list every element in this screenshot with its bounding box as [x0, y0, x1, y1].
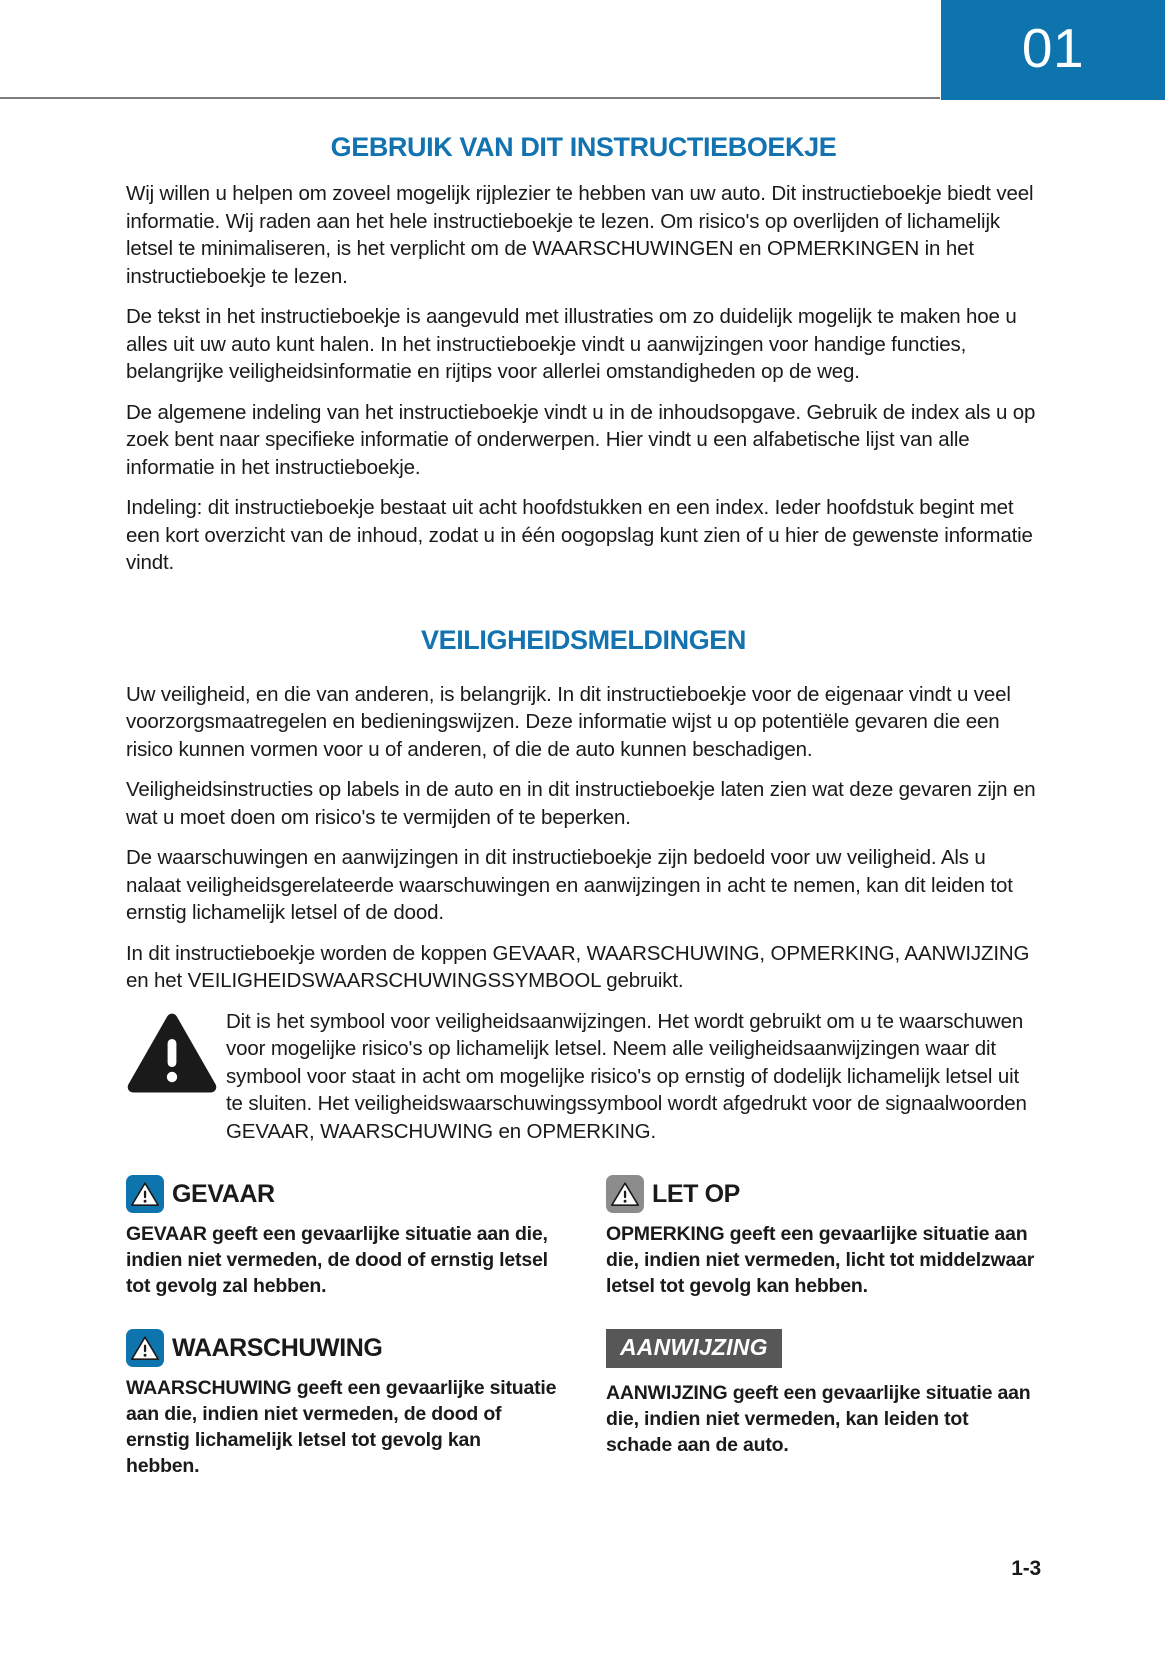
paragraph: Indeling: dit instructieboekje bestaat uit acht hoofdstukken en een index. Ieder hoofdstuk begint met een kort overzicht van de inhoud, zodat u in één oogopslag kunt zien of u hier de gewenste informatie vindt. [126, 496, 1033, 574]
paragraph: De algemene indeling van het instructieboekje vindt u in de inhoudsopgave. Gebruik de index als u op zoek bent naar specifieke informatie of onderwerpen. Hier vindt u een alfabetische lijst van alle informatie in het instructieboekje. [126, 400, 1036, 479]
aanwijzing-tag: AANWIJZING [606, 1329, 782, 1368]
header-divider [0, 97, 940, 99]
chapter-number: 01 [1021, 16, 1085, 79]
notice-columns [126, 1175, 1041, 1479]
notice-column-left [126, 1175, 558, 1479]
section-title-gebruik: GEBRUIK VAN DIT INSTRUCTIEBOEKJE [330, 132, 837, 162]
notice-aanwijzing [606, 1329, 1038, 1458]
chapter-tab [941, 0, 1165, 100]
notice-label: GEVAAR [172, 1179, 275, 1208]
notice-header [606, 1175, 1038, 1213]
warning-triangle-icon [606, 1175, 644, 1213]
notice-column-right [606, 1175, 1038, 1479]
safety-symbol-block [126, 1008, 1041, 1146]
page-header [0, 0, 1165, 100]
notice-body: AANWIJZING geeft een gevaarlijke situatie aan die, indien niet vermeden, kan leiden tot schade aan de auto. [606, 1382, 1031, 1456]
notice-label: LET OP [652, 1179, 740, 1208]
notice-label: WAARSCHUWING [172, 1333, 383, 1362]
warning-triangle-icon [126, 1329, 164, 1367]
notice-body: WAARSCHUWING geeft een gevaarlijke situatie aan die, indien niet vermeden, de dood of ernstig lichamelijk letsel tot gevolg kan hebben. [126, 1377, 557, 1477]
paragraph: Uw veiligheid, en die van anderen, is belangrijk. In dit instructieboekje voor de eigenaar vindt u veel voorzorgsmaatregelen en bedieningswijzen. Deze informatie wijst u op potentiële gevaren die een risico kunnen vormen voor u of anderen, of die de auto kunnen beschadigen. [126, 682, 1011, 761]
notice-body: OPMERKING geeft een gevaarlijke situatie aan die, indien niet vermeden, licht tot middelzwaar letsel tot gevolg kan hebben. [606, 1223, 1035, 1297]
paragraph: De waarschuwingen en aanwijzingen in dit instructieboekje zijn bedoeld voor uw veiligheid. Als u nalaat veiligheidsgerelateerde waarschuwingen en aanwijzingen in acht te nemen, kan dit leiden tot ernstig lichamelijk letsel of de dood. [126, 846, 1013, 924]
paragraph: In dit instructieboekje worden de koppen GEVAAR, WAARSCHUWING, OPMERKING, AANWIJZING en het VEILIGHEIDSWAARSCHUWINGSSYMBOOL gebruikt. [126, 941, 1030, 992]
section-title-veiligheidsmeldingen: VEILIGHEIDSMELDINGEN [420, 624, 747, 655]
paragraph: Veiligheidsinstructies op labels in de auto en in dit instructieboekje laten zien wat deze gevaren zijn en wat u moet doen om risico's te vermijden of te beperken. [126, 778, 1036, 829]
safety-symbol-text: Dit is het symbool voor veiligheidsaanwijzingen. Het wordt gebruikt om u te waarschuwen voor mogelijke risico's op lichamelijk letsel. Neem alle veiligheidsaanwijzingen waar dit symbool voor staat in acht om mogelijke risico's op ernstig of dodelijk lichamelijk letsel uit te sluiten. Het veiligheidswaarschuwingssymbool wordt afgedrukt voor de signaalwoorden GEVAAR, WAARSCHUWING en OPMERKING. [226, 1009, 1027, 1143]
notice-waarschuwing [126, 1329, 558, 1479]
notice-let-op [606, 1175, 1038, 1299]
paragraph: De tekst in het instructieboekje is aangevuld met illustraties om zo duidelijk mogelijk te maken hoe u alles uit uw auto kunt halen. In het instructieboekje vindt u aanwijzingen voor handige functies, belangrijke veiligheidsinformatie en rijtips voor allerlei omstandigheden op de weg. [126, 305, 1017, 383]
notice-header [126, 1329, 558, 1367]
notice-gevaar [126, 1175, 558, 1299]
warning-triangle-icon [126, 1008, 218, 1099]
notice-body: GEVAAR geeft een gevaarlijke situatie aan die, indien niet vermeden, de dood of ernstig letsel tot gevolg zal hebben. [126, 1223, 548, 1297]
page-content [126, 100, 1041, 1479]
page-number: 1-3 [1011, 1557, 1041, 1580]
warning-triangle-icon [126, 1175, 164, 1213]
notice-header [126, 1175, 558, 1213]
paragraph: Wij willen u helpen om zoveel mogelijk rijplezier te hebben van uw auto. Dit instructieboekje biedt veel informatie. Wij raden aan het hele instructieboekje te lezen. Om risico's op overlijden of lichamelijk letsel te minimaliseren, is het verplicht om de WAARSCHUWINGEN en OPMERKINGEN in het instructieboekje te lezen. [126, 182, 1034, 288]
